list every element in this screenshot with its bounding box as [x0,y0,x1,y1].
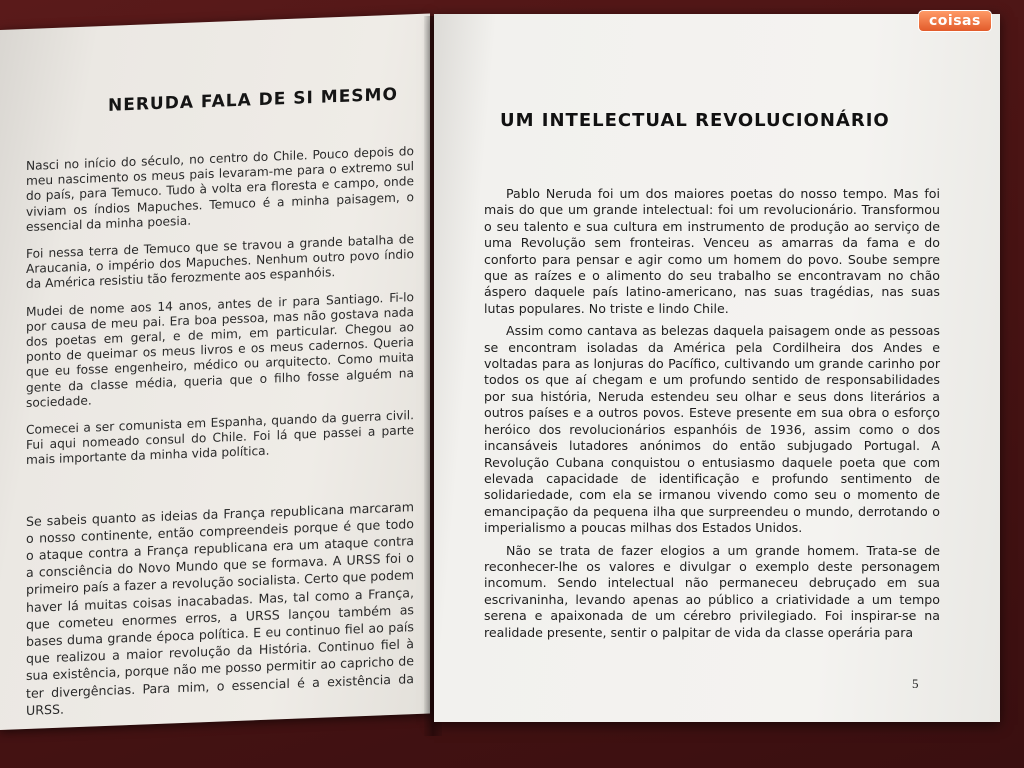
right-page-text [484,186,940,647]
right-paragraph: Não se trata de fazer elogios a um grande homem. Trata-se de reconhecer-lhe os valores e divulgar o exemplo deste personagem incomum. Sendo intelectual não permaneceu debruçado em sua escrivaninha, levando apenas ao público a criatividade a um tempo serena e apaixonada de um cérebro privilegiado. Foi inspirar-se na realidade presente, sentir o palpitar de vida da classe operária para [484,542,940,640]
left-paragraph: Se sabeis quanto as ideias da França republicana marcaram o nosso continente, então compreendeis porque é que todo o ataque contra a França republicana era um ataque contra a consciência do Novo Mundo que se formava. A URSS foi o primeiro país a fazer a revolução socialista. Certo que podem haver lá muitas coisas inacabadas. Mas, tal como a França, que cometeu enormes erros, a URSS lançou também as bases duma grande época política. E eu continuo fiel ao país que realizou a maior revolução da História. Continuo fiel à sua existência, porque não me posso permitir ao capricho de ter divergências. Para mim, o essencial é a existência da URSS. [26,498,414,718]
left-page-title: NERUDA FALA DE SI MESMO [108,84,398,116]
left-paragraph: Nasci no início do século, no centro do Chile. Pouco depois do meu nascimento os meus pais levaram-me para o extremo sul do país, para Temuco. Tudo à volta era floresta e campo, onde viviam os índios Mapuches. Temuco é a minha paisagem, o essencial da minha poesia. [26,144,414,234]
right-paragraph: Pablo Neruda foi um dos maiores poetas do nosso tempo. Mas foi mais do que um grande intelectual: foi um revolucionário. Transformou o seu talento e sua cultura em instrumento de produção ao serviço de uma Revolução sem fronteiras. Venceu as amarras da fama e do conforto para pensar e agir como um homem do povo. Soube sempre que as raízes e o alimento do seu trabalho se encontravam no chão áspero daquele país latino-americano, nas suas tragédias, nas suas lutas populares. No triste e lindo Chile. [484,186,940,316]
left-page [0,13,430,730]
left-paragraph: Foi nessa terra de Temuco que se travou a grande batalha de Araucania, o império dos Mapuches. Nenhum outro povo índio da América resistiu tão ferozmente aos espanhóis. [26,232,414,292]
right-paragraph: Assim como cantava as belezas daquela paisagem onde as pessoas se encontram isoladas da América pela Cordilheira dos Andes e voltadas para as lonjuras do Pacífico, cultivando um grande carinho por todos os que aí chegam e um profundo sentido de responsabilidades por sua história, Neruda estendeu seu olhar e seus dons literários a outros países e a outros povos. Esteve presente em sua obra o esforço heróico dos revolucionários espanhóis de 1936, assim como o dos incansáveis lutadores anónimos do então subjugado Portugal. A Revolução Cubana conquistou o entusiasmo daquele poeta que com elevada capacidade de identificação e profundo sentimento de solidariedade, com ela se irmanou vivendo como seu o momento de emancipação da pequena ilha que surpreendeu o mundo, derrotando o imperialismo a poucas milhas dos Estados Unidos. [484,323,940,536]
left-paragraph: Comecei a ser comunista em Espanha, quando da guerra civil. Fui aqui nomeado consul do Chile. Foi lá que passei a parte mais importante da minha vida política. [26,408,414,468]
left-paragraph: Mudei de nome aos 14 anos, antes de ir para Santiago. Fi-lo por causa de meu pai. Era boa pessoa, mas não gostava nada dos poetas em geral, e de mim, em particular. Chegou ao ponto de queimar os meus livros e os meus cadernos. Queria que eu fosse engenheiro, médico ou arquitecto. Como muita gente da classe média, queria que o filho fosse alguém na sociedade. [26,289,414,410]
left-page-text [26,144,414,730]
page-number: 5 [912,676,919,691]
watermark-logo: coisas [918,10,992,32]
right-page [434,14,1000,722]
right-page-title: UM INTELECTUAL REVOLUCIONÁRIO [500,110,890,131]
